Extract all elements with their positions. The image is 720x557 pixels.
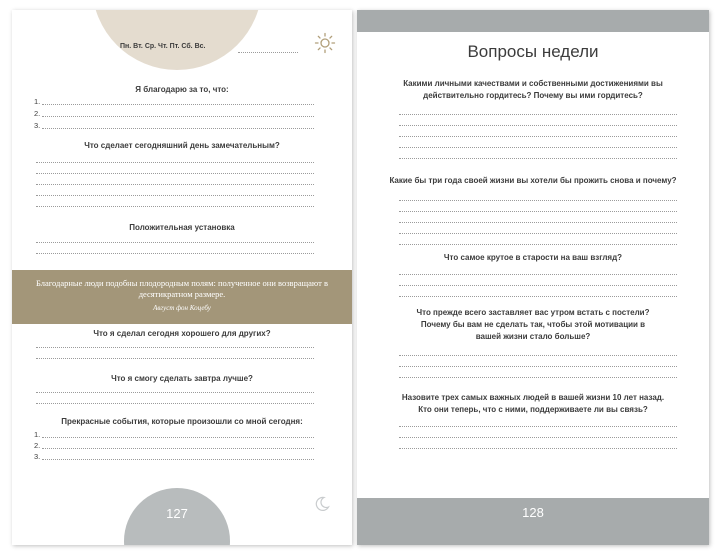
- answer-line[interactable]: [399, 244, 677, 245]
- list-number: 1.: [34, 430, 41, 439]
- list-number: 3.: [34, 121, 41, 130]
- good-deeds-question: Что я сделал сегодня хорошего для других?: [93, 329, 271, 338]
- answer-line[interactable]: [42, 104, 314, 105]
- answer-line[interactable]: [36, 253, 314, 254]
- quote-band: [12, 270, 352, 324]
- answer-line[interactable]: [42, 116, 314, 117]
- right-page: [357, 10, 709, 545]
- question-5: Назовите трех самых важных людей в вашей жизни 10 лет назад. Кто они теперь, что с ними, поддерживаете ли вы связь?: [401, 393, 665, 414]
- sun-icon: [314, 32, 336, 54]
- question-4: Что прежде всего заставляет вас утром встать с постели? Почему бы вам не сделать так, чтобы этой мотивации в вашей жизни стало больше?: [416, 308, 650, 341]
- great-day-question: Что сделает сегодняшний день замечательным?: [84, 141, 280, 150]
- answer-line[interactable]: [36, 184, 314, 185]
- answer-line[interactable]: [399, 366, 677, 367]
- answer-line[interactable]: [36, 403, 314, 404]
- answer-line[interactable]: [399, 355, 677, 356]
- answer-line[interactable]: [399, 377, 677, 378]
- answer-line[interactable]: [399, 437, 677, 438]
- answer-line[interactable]: [42, 128, 314, 129]
- answer-line[interactable]: [399, 448, 677, 449]
- answer-line[interactable]: [36, 173, 314, 174]
- answer-line[interactable]: [399, 274, 677, 275]
- top-bar: [357, 10, 709, 32]
- do-better-question: Что я смогу сделать завтра лучше?: [111, 374, 253, 383]
- question-3: Что самое крутое в старости на ваш взгляд?: [443, 253, 623, 262]
- answer-line[interactable]: [36, 392, 314, 393]
- answer-line[interactable]: [36, 358, 314, 359]
- answer-line[interactable]: [36, 242, 314, 243]
- top-half-circle: [92, 10, 262, 70]
- answer-line[interactable]: [399, 296, 677, 297]
- page-title: Вопросы недели: [467, 42, 599, 61]
- answer-line[interactable]: [399, 222, 677, 223]
- answer-line[interactable]: [36, 347, 314, 348]
- answer-line[interactable]: [36, 195, 314, 196]
- answer-line[interactable]: [399, 211, 677, 212]
- question-2: Какие бы три года своей жизни вы хотели бы прожить снова и почему?: [389, 176, 677, 185]
- list-number: 2.: [34, 109, 41, 118]
- answer-line[interactable]: [399, 285, 677, 286]
- gratitude-question: Я благодарю за то, что:: [135, 85, 229, 94]
- date-line: [238, 52, 298, 53]
- answer-line[interactable]: [42, 448, 314, 449]
- wonderful-events-question: Прекрасные события, которые произошли со мной сегодня:: [61, 417, 303, 426]
- answer-line[interactable]: [399, 158, 677, 159]
- answer-line[interactable]: [399, 147, 677, 148]
- question-1: Какими личными качествами и собственными достижениями вы действительно гордитесь? Почему вы ими гордитесь?: [403, 79, 663, 100]
- answer-line[interactable]: [399, 136, 677, 137]
- list-number: 2.: [34, 441, 41, 450]
- answer-line[interactable]: [36, 206, 314, 207]
- affirmation-heading: Положительная установка: [129, 223, 235, 232]
- page-number: 127: [166, 506, 188, 521]
- answer-line[interactable]: [42, 437, 314, 438]
- quote-text: Благодарные люди подобны плодородным полям: полученное они возвращают в десятикратном размере.: [35, 278, 329, 299]
- quote-author: Август фон Коцебу: [153, 304, 211, 312]
- answer-line[interactable]: [399, 200, 677, 201]
- answer-line[interactable]: [399, 233, 677, 234]
- answer-line[interactable]: [399, 114, 677, 115]
- answer-line[interactable]: [399, 426, 677, 427]
- weekdays-label: Пн. Вт. Ср. Чт. Пт. Сб. Вс.: [120, 43, 206, 50]
- list-number: 1.: [34, 97, 41, 106]
- answer-line[interactable]: [399, 125, 677, 126]
- moon-icon: [314, 496, 330, 512]
- answer-line[interactable]: [42, 459, 314, 460]
- page-number: 128: [522, 505, 544, 520]
- list-number: 3.: [34, 452, 41, 461]
- answer-line[interactable]: [36, 162, 314, 163]
- left-page: [12, 10, 352, 545]
